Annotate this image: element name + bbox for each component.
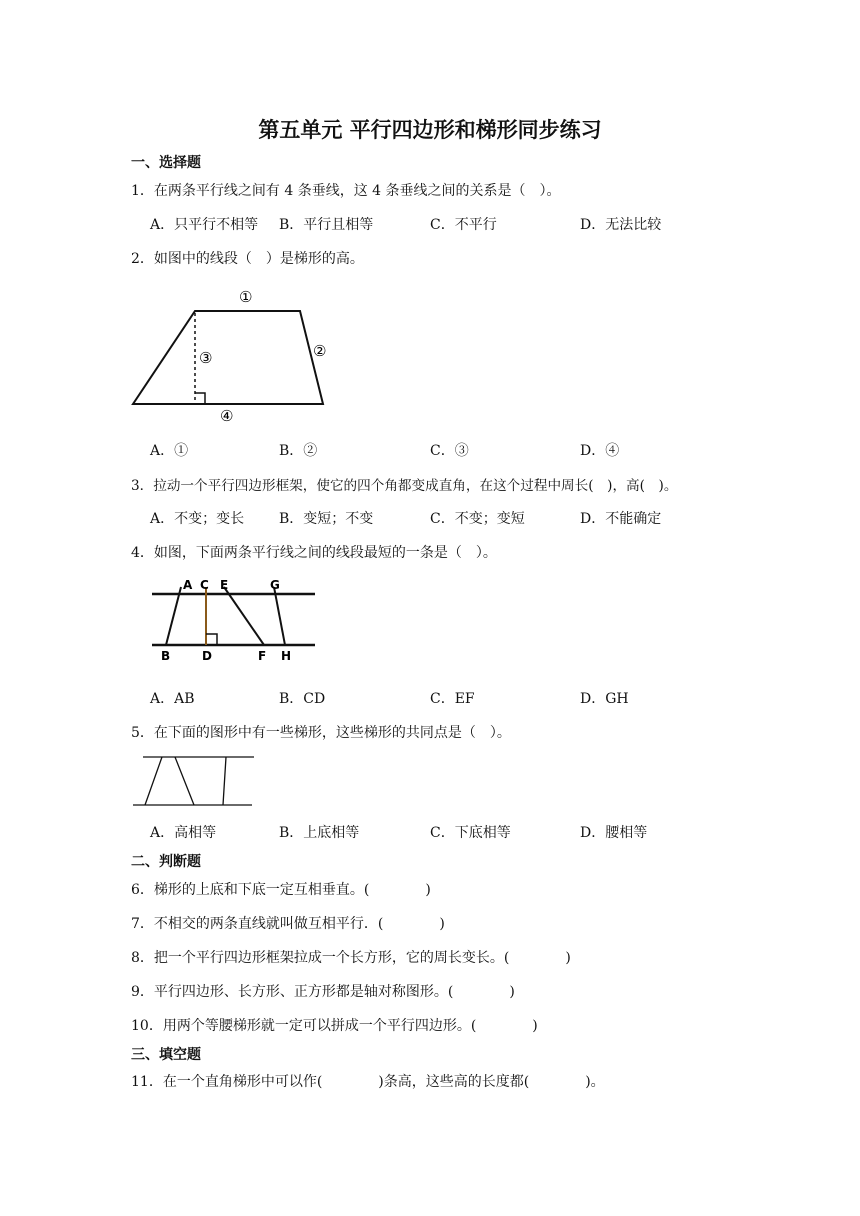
segment-ab [166,587,181,645]
trapezoids-figure [128,752,263,812]
q2-option-c: C．③ [430,443,469,459]
segment-ef [224,587,264,645]
q4-option-b: B．CD [279,691,326,707]
question-5: 5．在下面的图形中有一些梯形，这些梯形的共同点是（ ）。 [131,725,511,741]
q4-option-c: C．EF [430,691,475,707]
label-h: H [281,649,292,663]
question-8: 8．把一个平行四边形框架拉成一个长方形，它的周长变长。( ) [131,950,571,966]
q5-option-a: A．高相等 [150,825,217,841]
page-title: 第五单元 平行四边形和梯形同步练习 [258,118,602,142]
section-heading-fill: 三、填空题 [131,1047,201,1063]
leg-3 [223,757,226,805]
segment-gh [274,587,285,645]
question-7: 7．不相交的两条直线就叫做互相平行．( ) [131,916,445,932]
cd-right-angle-mark [206,634,217,645]
trapezoid-figure [125,284,340,426]
label-a: A [183,578,193,592]
parallel-lines-figure [145,576,325,664]
section-heading-choice: 一、选择题 [131,155,201,171]
label-2: ② [313,342,327,360]
q1-option-d: D．无法比较 [580,217,662,233]
leg-1 [145,757,162,805]
question-3: 3．拉动一个平行四边形框架，使它的四个角都变成直角，在这个过程中周长( )，高( )。 [131,478,678,494]
question-10: 10．用两个等腰梯形就一定可以拼成一个平行四边形。( ) [131,1018,538,1034]
trapezoid-outline [133,311,323,404]
question-2: 2．如图中的线段（ ）是梯形的高。 [131,251,364,267]
label-c: C [200,578,209,592]
label-d: D [202,649,212,663]
q2-option-b: B．② [279,443,318,459]
question-6: 6．梯形的上底和下底一定互相垂直。( ) [131,882,431,898]
question-11: 11．在一个直角梯形中可以作( )条高，这些高的长度都( )。 [131,1074,605,1090]
q5-option-b: B．上底相等 [279,825,360,841]
q3-option-c: C．不变；变短 [430,511,525,527]
right-angle-mark [195,393,205,404]
label-g: G [270,578,280,592]
q1-option-c: C．不平行 [430,217,497,233]
q2-option-a: A．① [150,443,189,459]
q4-option-d: D．GH [580,691,629,707]
question-4: 4．如图，下面两条平行线之间的线段最短的一条是（ ）。 [131,545,497,561]
question-1: 1．在两条平行线之间有 4 条垂线，这 4 条垂线之间的关系是（ ）。 [131,183,561,199]
q5-option-c: C．下底相等 [430,825,511,841]
label-1: ① [239,288,253,306]
q3-option-b: B．变短；不变 [279,511,374,527]
leg-2 [175,757,194,805]
q3-option-d: D．不能确定 [580,511,662,527]
q2-option-d: D．④ [580,443,620,459]
label-b: B [161,649,171,663]
label-e: E [220,578,229,592]
section-heading-judge: 二、判断题 [131,854,201,870]
q5-option-d: D．腰相等 [580,825,648,841]
label-4: ④ [220,407,234,425]
q4-option-a: A．AB [150,691,195,707]
label-f: F [258,649,267,663]
question-9: 9．平行四边形、长方形、正方形都是轴对称图形。( ) [131,984,515,1000]
q3-option-a: A．不变；变长 [150,511,245,527]
q1-option-b: B．平行且相等 [279,217,374,233]
label-3: ③ [199,349,213,367]
q1-option-a: A．只平行不相等 [150,217,259,233]
